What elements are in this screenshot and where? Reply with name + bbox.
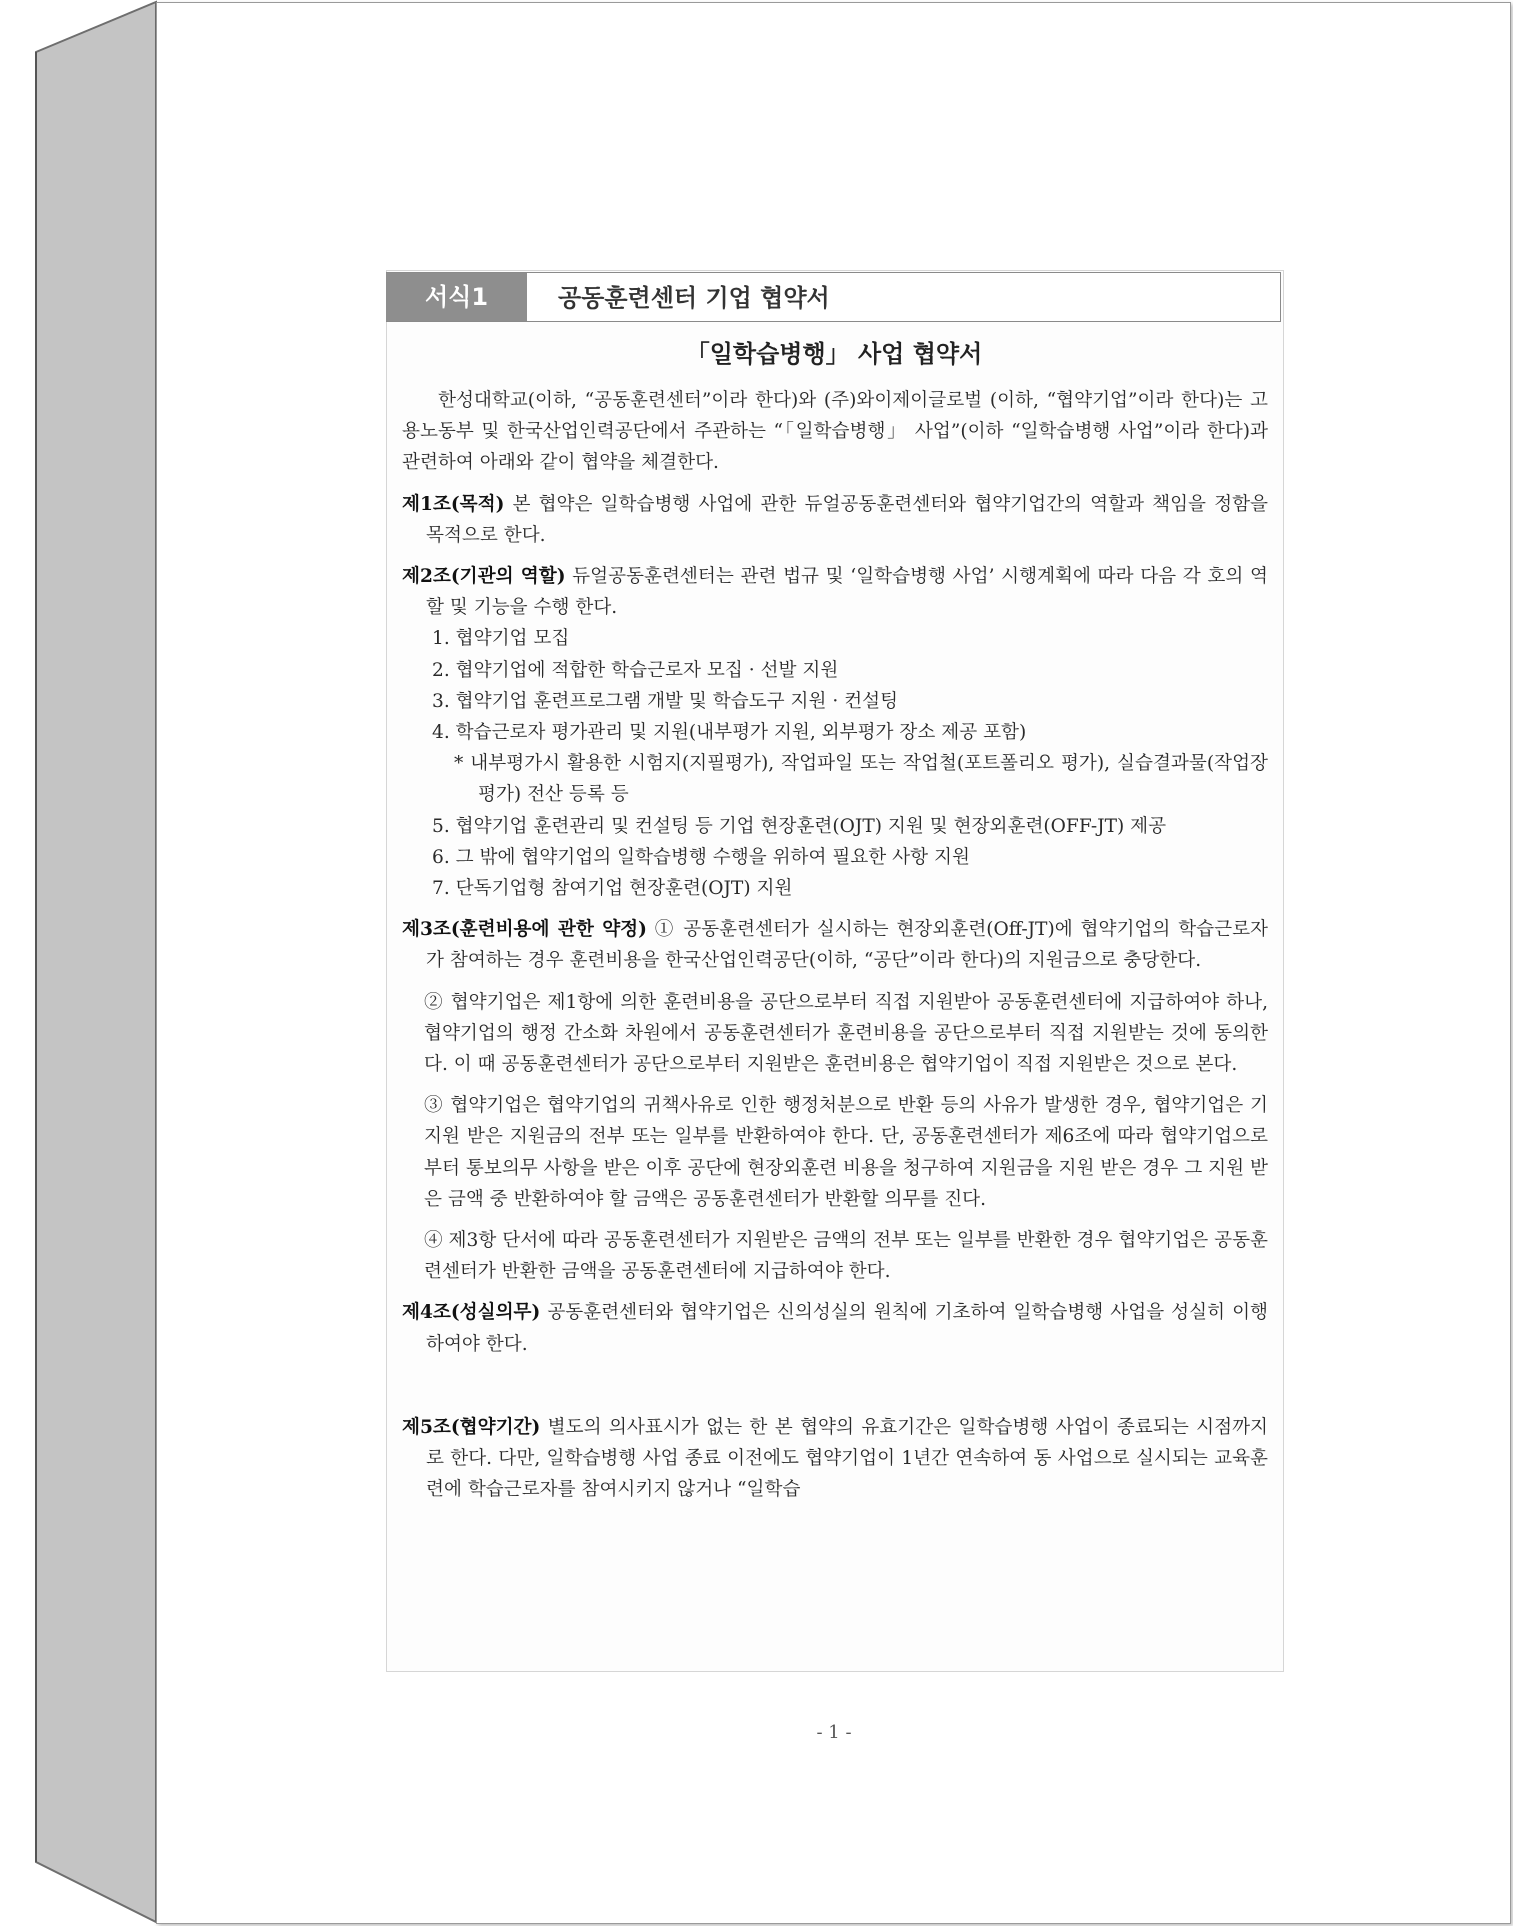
- page-number: - 1 -: [816, 1722, 852, 1743]
- article-3-paragraph-4: ④ 제3항 단서에 따라 공동훈련센터가 지원받은 금액의 전부 또는 일부를 반환한 경우 협약기업은 공동훈련센터가 반환한 금액을 공동훈련센터에 지급하여야 한다.: [424, 1230, 1268, 1283]
- list-item: 3. 협약기업 훈련프로그램 개발 및 학습도구 지원 · 컨설팅: [432, 690, 899, 712]
- article-4-heading: 제4조(성실의무): [402, 1302, 541, 1324]
- page-stack-edge: [0, 0, 160, 1926]
- document-title: 「일학습병행」 사업 협약서: [685, 340, 983, 368]
- article-2: [402, 561, 1268, 623]
- list-item: 7. 단독기업형 참여기업 현장훈련(OJT) 지원: [432, 878, 793, 900]
- article-1-text: 본 협약은 일학습병행 사업에 관한 듀얼공동훈련센터와 협약기업간의 역할과 책임을 정함을 목적으로 한다.: [426, 493, 1268, 546]
- article-3-paragraph-2: ② 협약기업은 제1항에 의한 훈련비용을 공단으로부터 직접 지원받아 공동훈련센터에 지급하여야 하나, 협약기업의 행정 간소화 차원에서 공동훈련센터가 훈련비용을 공단으로부터 직접 지원받는 것에 동의한다. 이 때 공동훈련센터가 공단으로부터 지원받은 훈련비용은 협약기업이 직접 지원받은 것으로 본다.: [424, 991, 1268, 1076]
- list-item: 5. 협약기업 훈련관리 및 컨설팅 등 기업 현장훈련(OJT) 지원 및 현장외훈련(OFF-JT) 제공: [432, 815, 1167, 837]
- list-item: 2. 협약기업에 적합한 학습근로자 모집 · 선발 지원: [432, 659, 839, 681]
- article-5: [402, 1412, 1268, 1506]
- article-1-heading: 제1조(목적): [402, 493, 505, 515]
- list-item: 4. 학습근로자 평가관리 및 지원(내부평가 지원, 외부평가 장소 제공 포함): [432, 722, 1027, 744]
- article-3-heading: 제3조(훈련비용에 관한 약정): [402, 919, 647, 941]
- form-tag: 서식1: [386, 273, 527, 321]
- article-3-paragraph-3: ③ 협약기업은 협약기업의 귀책사유로 인한 행정처분으로 반환 등의 사유가 발생한 경우, 협약기업은 기지원 받은 지원금의 전부 또는 일부를 반환하여야 한다. 단, 공동훈련센터가 제6조에 따라 협약기업으로부터 통보의무 사항을 받은 이후 공단에 현장외훈련 비용을 청구하여 지원금을 지원 받은 경우 그 지원 받은 금액 중 반환하여야 할 금액은 공동훈련센터가 반환할 의무를 진다.: [424, 1095, 1268, 1210]
- document-body: [402, 385, 1268, 1506]
- article-4: [402, 1297, 1268, 1359]
- article-3: [402, 914, 1268, 976]
- spacer: [402, 1360, 1268, 1402]
- article-2-heading: 제2조(기관의 역할): [402, 566, 566, 588]
- article-5-text: 별도의 의사표시가 없는 한 본 협약의 유효기간은 일학습병행 사업이 종료되는 시점까지로 한다. 다만, 일학습병행 사업 종료 이전에도 협약기업이 1년간 연속하여 동 사업으로 실시되는 교육훈련에 학습근로자를 참여시키지 않거나 “일학습: [426, 1416, 1268, 1501]
- article-4-text: 공동훈련센터와 협약기업은 신의성실의 원칙에 기초하여 일학습병행 사업을 성실히 이행하여야 한다.: [426, 1302, 1268, 1355]
- form-title: 공동훈련센터 기업 협약서: [558, 284, 830, 312]
- list-note: * 내부평가시 활용한 시험지(지필평가), 작업파일 또는 작업철(포트폴리오 평가), 실습결과물(작업장 평가) 전산 등록 등: [454, 753, 1268, 806]
- article-3-text: ① 공동훈련센터가 실시하는 현장외훈련(Off-JT)에 협약기업의 학습근로자가 참여하는 경우 훈련비용을 한국산업인력공단(이하, “공단”이라 한다)의 지원금으로 충당한다.: [426, 919, 1268, 972]
- article-2-text: 듀얼공동훈련센터는 관련 법규 및 ‘일학습병행 사업’ 시행계획에 따라 다음 각 호의 역할 및 기능을 수행 한다.: [426, 566, 1268, 619]
- article-5-heading: 제5조(협약기간): [402, 1416, 541, 1438]
- form-header: [386, 272, 1281, 322]
- list-item: 6. 그 밖에 협약기업의 일학습병행 수행을 위하여 필요한 사항 지원: [432, 846, 970, 868]
- list-item: 1. 협약기업 모집: [432, 628, 570, 650]
- article-1: [402, 489, 1268, 551]
- intro-paragraph: 한성대학교(이하, “공동훈련센터”이라 한다)와 (주)와이제이글로벌 (이하, “협약기업”이라 한다)는 고용노동부 및 한국산업인력공단에서 주관하는 “「일학습병행」 사업”(이하 “일학습병행 사업”이라 한다)과 관련하여 아래와 같이 협약을 체결한다.: [402, 390, 1268, 474]
